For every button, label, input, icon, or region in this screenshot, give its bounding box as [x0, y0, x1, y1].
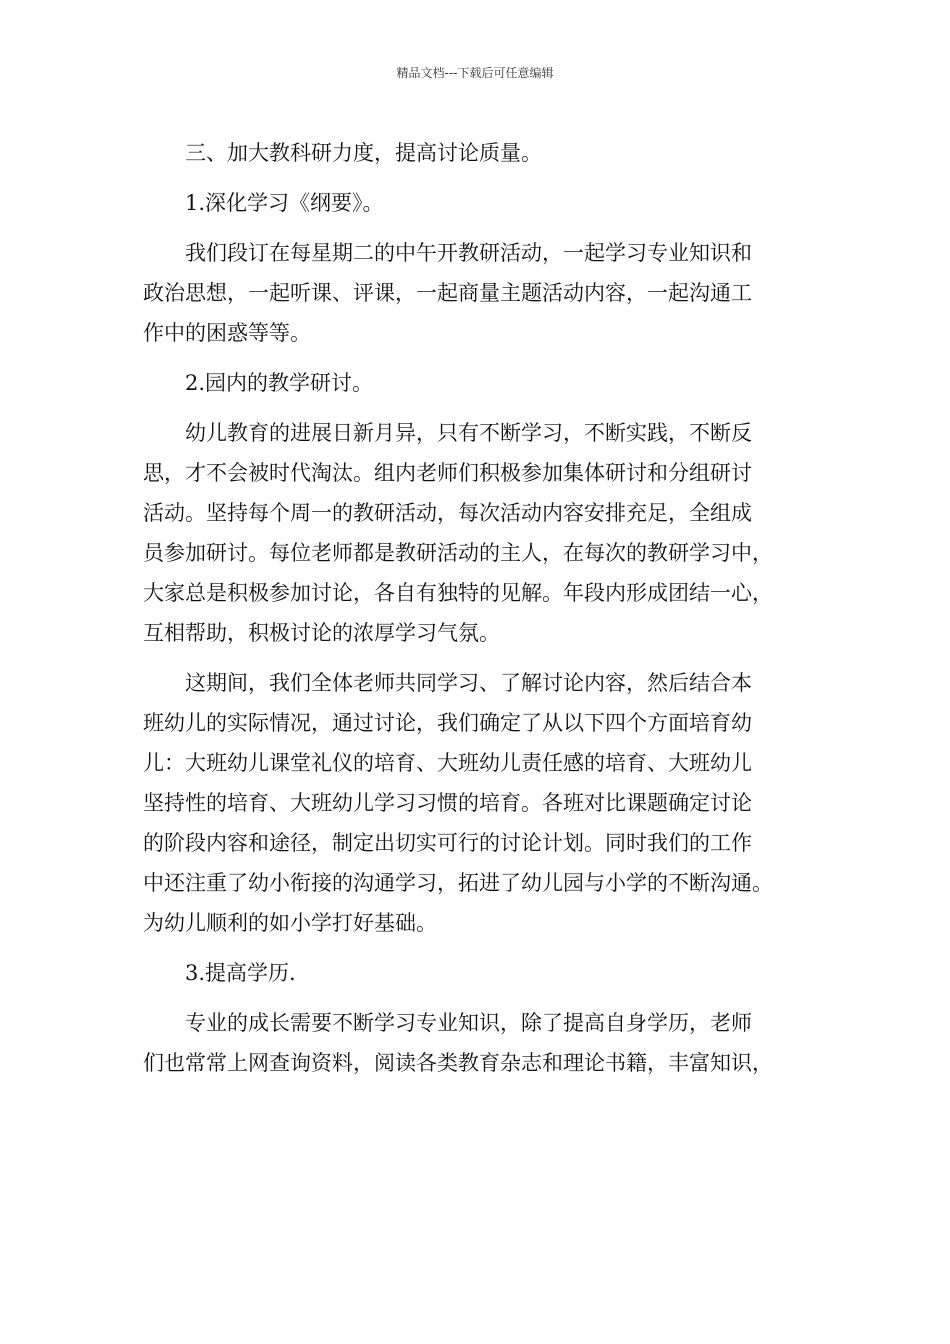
document-body	[143, 133, 823, 1093]
text-line: 为幼儿顺利的如小学打好基础。	[143, 911, 437, 935]
text-line: 三、加大教科研力度，提高讨论质量。	[185, 141, 542, 165]
text-line: 互相帮助，积极讨论的浓厚学习气氛。	[143, 621, 500, 645]
text-line: 坚持性的培育、大班幼儿学习习惯的培育。各班对比课题确定讨论	[143, 791, 752, 815]
text-line: 3.提高学历.	[185, 961, 296, 985]
text-line: 思，才不会被时代淘汰。组内老师们积极参加集体研讨和分组研讨	[143, 461, 752, 485]
text-line: 们也常常上网查询资料，阅读各类教育杂志和理论书籍，丰富知识，	[143, 1051, 773, 1075]
paragraph	[143, 663, 823, 943]
text-line: 活动。坚持每个周一的教研活动，每次活动内容安排充足，全组成	[143, 501, 752, 525]
text-line: 这期间，我们全体老师共同学习、了解讨论内容，然后结合本	[185, 671, 752, 695]
text-line: 儿：大班幼儿课堂礼仪的培育、大班幼儿责任感的培育、大班幼儿	[143, 751, 752, 775]
text-line: 专业的成长需要不断学习专业知识，除了提高自身学历，老师	[185, 1011, 752, 1035]
subsection-heading	[143, 183, 823, 223]
text-line: 作中的困惑等等。	[143, 321, 311, 345]
text-line: 的阶段内容和途径，制定出切实可行的讨论计划。同时我们的工作	[143, 831, 752, 855]
subsection-heading	[143, 363, 823, 403]
text-line: 员参加研讨。每位老师都是教研活动的主人，在每次的教研学习中，	[143, 541, 773, 565]
text-line: 幼儿教育的进展日新月异，只有不断学习，不断实践，不断反	[185, 421, 752, 445]
paragraph	[143, 1003, 823, 1083]
subsection-heading	[143, 953, 823, 993]
text-line: 2.园内的教学研讨。	[185, 371, 374, 395]
paragraph	[143, 413, 823, 653]
text-line: 政治思想，一起听课、评课，一起商量主题活动内容，一起沟通工	[143, 281, 752, 305]
section-heading	[143, 133, 823, 173]
text-line: 中还注重了幼小衔接的沟通学习，拓进了幼儿园与小学的不断沟通。	[143, 871, 773, 895]
text-line: 大家总是积极参加讨论，各自有独特的见解。年段内形成团结一心，	[143, 581, 773, 605]
paragraph	[143, 233, 823, 353]
text-line: 我们段订在每星期二的中午开教研活动，一起学习专业知识和	[185, 241, 752, 265]
text-line: 1.深化学习《纲要》。	[185, 191, 384, 215]
page-header: 精品文档---下载后可任意编辑	[396, 66, 554, 80]
text-line: 班幼儿的实际情况，通过讨论，我们确定了从以下四个方面培育幼	[143, 711, 752, 735]
